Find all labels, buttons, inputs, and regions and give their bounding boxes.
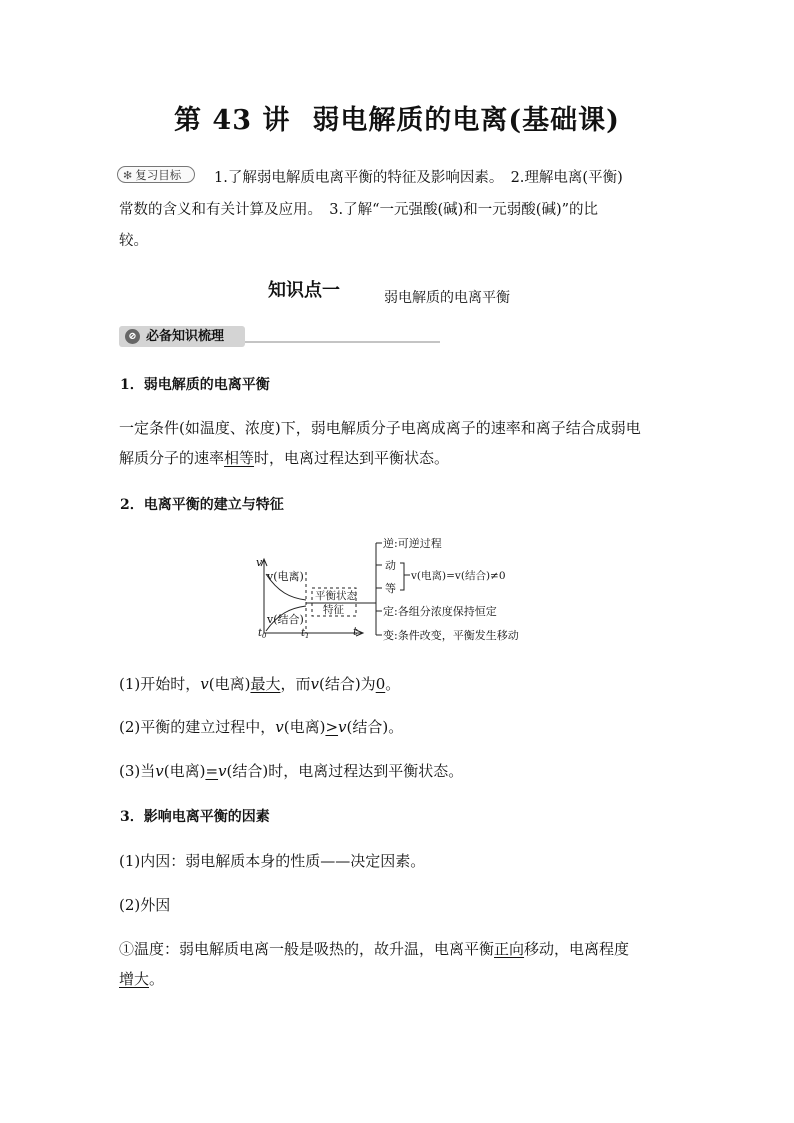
sub-bracket bbox=[400, 563, 404, 590]
feature-equal-desc: v(电离)=v(结合)≠0 bbox=[411, 570, 506, 582]
review-goals-badge bbox=[117, 166, 195, 183]
knowledge-point-subtitle: 弱电解质的电离平衡 bbox=[384, 290, 510, 306]
page-title bbox=[0, 98, 794, 137]
feature-change: 变:条件改变，平衡发生移动 bbox=[383, 629, 519, 642]
sun-icon: ✻ bbox=[123, 169, 133, 182]
section-header bbox=[119, 326, 245, 347]
review-goals-label: 复习目标 bbox=[135, 168, 182, 182]
lesson-title: 弱电解质的电离(基础课) bbox=[312, 105, 620, 136]
feature-dynamic: 动 bbox=[385, 559, 396, 572]
y-axis-label: v bbox=[256, 556, 263, 569]
feature-equal: 等 bbox=[385, 582, 396, 595]
heading-3: 3．影响电离平衡的因素 bbox=[120, 809, 270, 825]
s3-item-1: (1)内因：弱电解质本身的性质——决定因素。 bbox=[119, 852, 426, 870]
review-goals-line-3: 较。 bbox=[119, 233, 148, 249]
heading-2: 2．电离平衡的建立与特征 bbox=[120, 497, 284, 513]
t1-label: $t_1$ bbox=[301, 628, 310, 640]
blank-answer: 相等 bbox=[224, 449, 255, 467]
blank-answer: > bbox=[325, 718, 339, 736]
feature-reversible: 逆:可逆过程 bbox=[383, 537, 442, 550]
x-axis-label: t bbox=[353, 625, 358, 638]
s1-paragraph-line-1: 一定条件(如温度、浓度)下，弱电解质分子电离成离子的速率和离子结合成弱电 bbox=[119, 419, 641, 437]
curve-label-association: v(结合) bbox=[267, 613, 304, 626]
s3-item-3-line-2: 增大。 bbox=[119, 970, 165, 988]
t0-label: $t_0$ bbox=[258, 628, 267, 640]
s2-item-1: (1)开始时，v(电离)最大，而v(结合)为0。 bbox=[119, 675, 401, 693]
blank-answer: 增大 bbox=[119, 970, 150, 988]
equilibrium-diagram bbox=[250, 530, 550, 642]
section-header-label: 必备知识梳理 bbox=[146, 329, 225, 344]
review-goals-line-1: 1.了解弱电解质电离平衡的特征及影响因素。 2.理解电离(平衡) bbox=[214, 170, 623, 186]
blank-answer: = bbox=[205, 762, 219, 780]
s2-item-2: (2)平衡的建立过程中，v(电离)>v(结合)。 bbox=[119, 718, 404, 736]
feature-constant: 定:各组分浓度保持恒定 bbox=[383, 605, 497, 618]
s1-paragraph-line-2: 解质分子的速率相等时，电离过程达到平衡状态。 bbox=[119, 449, 450, 467]
region-label-features: 特征 bbox=[323, 604, 344, 616]
heading-1: 1．弱电解质的电离平衡 bbox=[120, 377, 270, 393]
no-sign-icon: ⊘ bbox=[125, 329, 140, 344]
s3-item-3-line-1: ①温度：弱电解质电离一般是吸热的，故升温，电离平衡正向移动，电离程度 bbox=[119, 940, 630, 958]
region-label-equilibrium: 平衡状态 bbox=[315, 590, 357, 602]
blank-answer: 最大 bbox=[250, 675, 281, 693]
curve-label-ionization: v(电离) bbox=[267, 570, 304, 583]
knowledge-point-label: 知识点一 bbox=[268, 280, 340, 301]
s3-item-2: (2)外因 bbox=[119, 896, 171, 914]
lesson-number: 第 43 讲 bbox=[174, 105, 291, 136]
blank-answer: 0 bbox=[375, 675, 386, 693]
review-goals-line-2: 常数的含义和有关计算及应用。 3.了解“一元强酸(碱)和一元弱酸(碱)”的比 bbox=[119, 202, 599, 218]
s2-item-3: (3)当v(电离)=v(结合)时，电离过程达到平衡状态。 bbox=[119, 762, 464, 780]
section-divider bbox=[245, 341, 440, 343]
blank-answer: 正向 bbox=[494, 940, 525, 958]
